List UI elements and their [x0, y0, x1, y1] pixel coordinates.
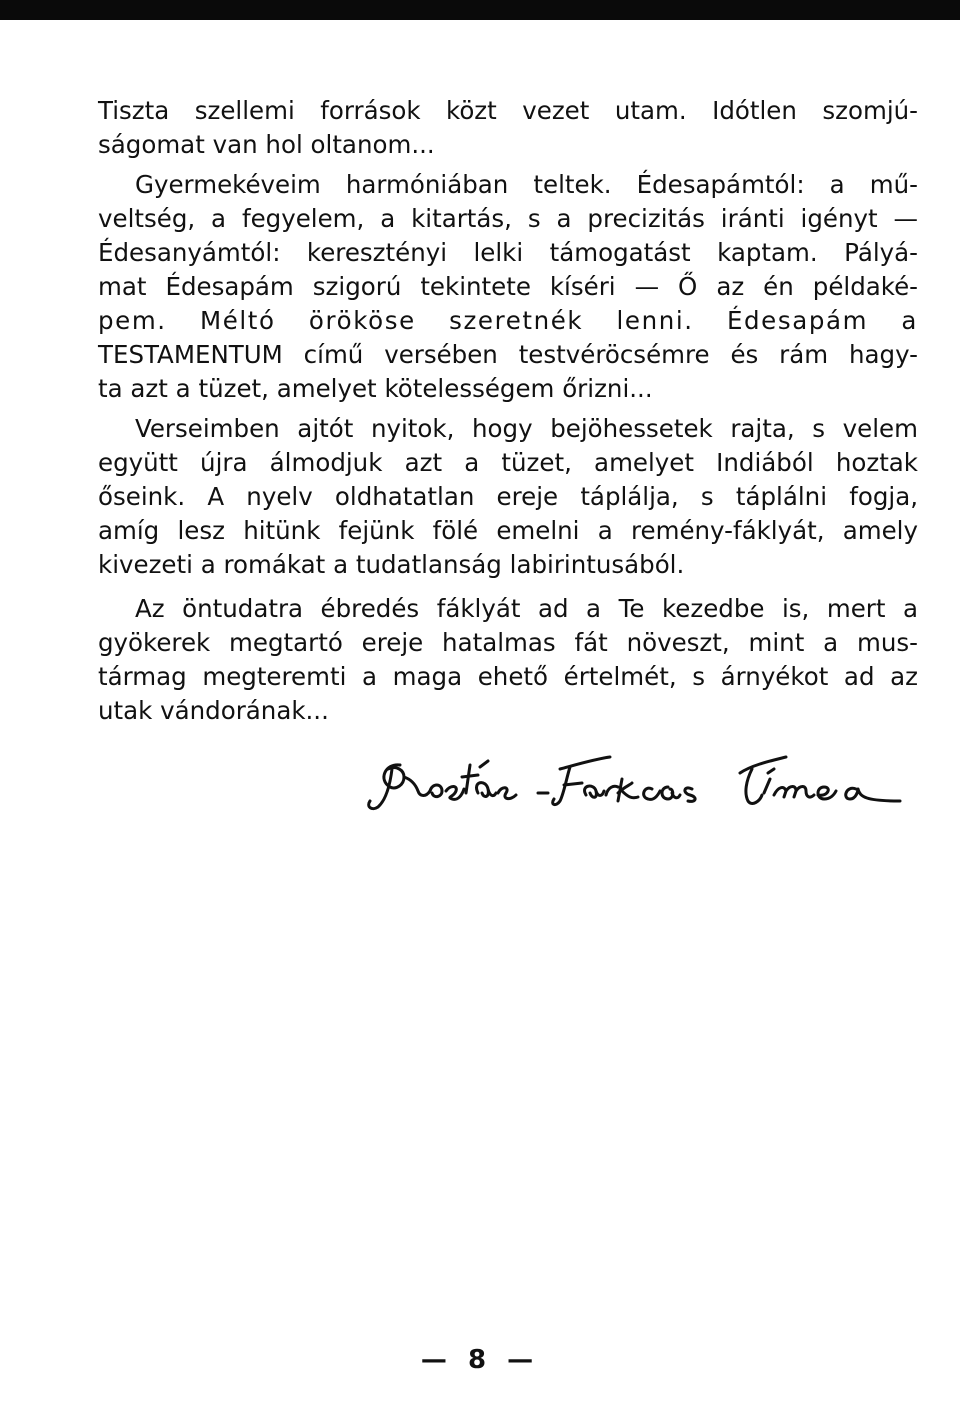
text-line: amíg lesz hitünk fejünk fölé emelni a remény-fáklyát, amely [98, 516, 918, 545]
body-text [98, 94, 918, 728]
text-line: Az öntudatra ébredés fáklyát ad a Te kezedbe is, mert a [135, 594, 918, 623]
text-line: Tiszta szellemi források közt vezet utam. Idótlen szomjú- [98, 96, 918, 125]
text-line: pem. Méltó örököse szeretnék lenni. Édesapám a [98, 306, 918, 335]
text-line: kivezeti a romákat a tudatlanság labirintusából. [98, 550, 685, 579]
signature-text [360, 735, 371, 736]
text-line: őseink. A nyelv oldhatatlan ereje táplálja, s táplálni fogja, [98, 482, 918, 511]
text-line: Édesanyámtól: keresztényi lelki támogatást kaptam. Pályá- [98, 238, 918, 267]
text-line: együtt újra álmodjuk azt a tüzet, amelyet Indiából hoztak [98, 448, 918, 477]
text-line: Gyermekéveim harmóniában teltek. Édesapámtól: a mű- [135, 170, 918, 199]
signature [360, 735, 920, 830]
text-line: Verseimben ajtót nyitok, hogy bejöhessetek rajta, s velem [135, 414, 918, 443]
text-line: mat Édesapám szigorú tekintete kíséri — Ő az én példaké- [98, 272, 918, 301]
text-line: veltség, a fegyelem, a kitartás, s a precizitás iránti igényt — [98, 204, 918, 233]
text-line: gyökerek megtartó ereje hatalmas fát növeszt, mint a mus- [98, 628, 918, 657]
top-border [0, 0, 960, 20]
text-line: ságomat van hol oltanom... [98, 130, 435, 159]
text-line: utak vándorának... [98, 696, 329, 725]
text-line: tármag megteremti a maga ehető értelmét, s árnyékot ad az [98, 662, 918, 691]
page-number: — 8 — [420, 1345, 540, 1375]
text-line: ta azt a tüzet, amelyet kötelességem őrizni... [98, 374, 653, 403]
text-line: TESTAMENTUM című versében testvéröcsémre és rám hagy- [98, 340, 918, 369]
signature-drawing [360, 735, 920, 830]
